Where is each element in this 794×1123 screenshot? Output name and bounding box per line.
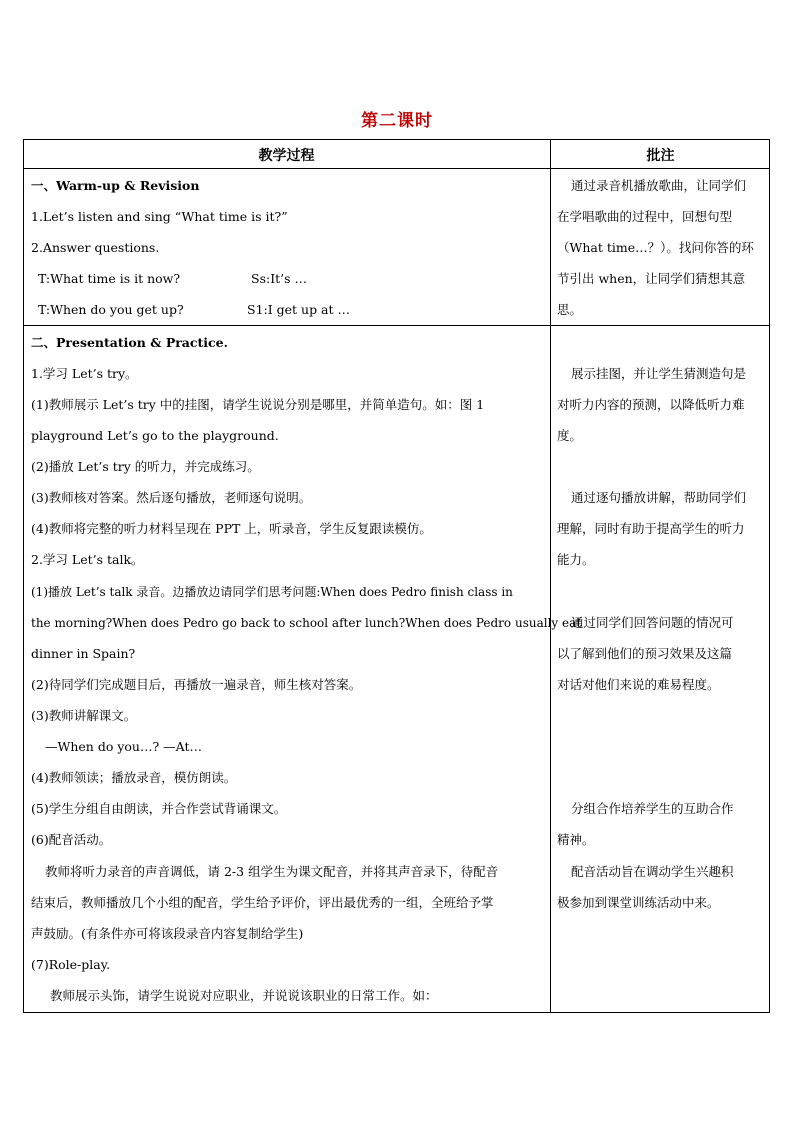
section2-line: —When do you…? —At… bbox=[45, 739, 202, 754]
note-line: 分组合作培养学生的互助合作 bbox=[571, 801, 734, 816]
section2-line: (4)教师领读；播放录音，模仿朗读。 bbox=[31, 770, 237, 785]
section2-line: (6)配音活动。 bbox=[31, 832, 112, 847]
section2-line: 声鼓励。(有条件亦可将该段录音内容复制给学生) bbox=[31, 926, 304, 941]
section2-heading: 二、Presentation & Practice. bbox=[31, 335, 228, 350]
note-line: 思。 bbox=[557, 302, 583, 317]
note-line: 展示挂图，并让学生猜测造句是 bbox=[571, 366, 747, 381]
note-line: 理解，同时有助于提高学生的听力 bbox=[557, 521, 745, 536]
section2-line: the morning?When does Pedro go back to school after lunch?When does Pedro usually eat bbox=[31, 616, 582, 630]
header-notes: 批注 bbox=[646, 148, 675, 164]
page-title: 第二课时 bbox=[361, 111, 433, 131]
column-divider bbox=[550, 139, 551, 1013]
note-line: 度。 bbox=[557, 428, 583, 443]
section2-line: (3)教师核对答案。然后逐句播放，老师逐句说明。 bbox=[31, 490, 312, 505]
note-line: 配音活动旨在调动学生兴趣积 bbox=[571, 864, 734, 879]
section1-line: 1.Let’s listen and sing “What time is it?” bbox=[31, 209, 288, 224]
note-line: 极参加到课堂训练活动中来。 bbox=[557, 895, 720, 910]
note-line: 对话对他们来说的难易程度。 bbox=[557, 677, 720, 692]
note-line: 以了解到他们的预习效果及这篇 bbox=[557, 646, 733, 661]
section2-line: playground Let’s go to the playground. bbox=[31, 428, 279, 443]
section2-line: 教师展示头饰，请学生说说对应职业，并说说该职业的日常工作。如： bbox=[50, 988, 438, 1003]
section2-line: (3)教师讲解课文。 bbox=[31, 708, 137, 723]
section2-line: (4)教师将完整的听力材料呈现在 PPT 上，听录音，学生反复跟读模仿。 bbox=[31, 521, 432, 536]
section1-line: 2.Answer questions. bbox=[31, 240, 160, 255]
note-line: 在学唱歌曲的过程中，回想句型 bbox=[557, 209, 733, 224]
note-line: 能力。 bbox=[557, 552, 595, 567]
note-line: （What time…？）。找问你答的环 bbox=[557, 240, 754, 255]
section-divider bbox=[23, 325, 770, 326]
section2-line: 结束后，教师播放几个小组的配音，学生给予评价，评出最优秀的一组，全班给予掌 bbox=[31, 895, 494, 910]
note-line: 通过录音机播放歌曲，让同学们 bbox=[571, 178, 747, 193]
section2-line: 教师将听力录音的声音调低，请 2-3 组学生为课文配音，并将其声音录下，待配音 bbox=[45, 864, 499, 879]
note-line: 精神。 bbox=[557, 832, 595, 847]
section2-line: dinner in Spain? bbox=[31, 646, 136, 661]
section1-line: Ss:It’s … bbox=[251, 271, 308, 286]
section1-heading: 一、Warm-up & Revision bbox=[31, 178, 200, 193]
section1-line: S1:I get up at … bbox=[247, 302, 351, 317]
note-line: 通过同学们回答问题的情况可 bbox=[571, 615, 734, 630]
note-line: 对听力内容的预测，以降低听力难 bbox=[557, 397, 745, 412]
section2-line: 2.学习 Let’s talk。 bbox=[31, 552, 144, 567]
section2-line: (7)Role-play. bbox=[31, 957, 111, 972]
note-line: 通过逐句播放讲解，帮助同学们 bbox=[571, 490, 747, 505]
section1-line: T:What time is it now? bbox=[38, 271, 181, 286]
section2-line: 1.学习 Let’s try。 bbox=[31, 366, 138, 381]
header-divider bbox=[23, 168, 770, 169]
header-process: 教学过程 bbox=[258, 148, 315, 164]
section2-line: (1)播放 Let’s talk 录音。边播放边请同学们思考问题:When does Pedro finish class in bbox=[31, 585, 513, 599]
section2-line: (1)教师展示 Let’s try 中的挂图，请学生说说分别是哪里，并简单造句。如：图 1 bbox=[31, 397, 485, 412]
note-line: 节引出 when，让同学们猜想其意 bbox=[557, 271, 746, 286]
section2-line: (2)播放 Let’s try 的听力，并完成练习。 bbox=[31, 459, 260, 474]
section2-line: (2)待同学们完成题目后，再播放一遍录音，师生核对答案。 bbox=[31, 677, 362, 692]
section2-line: (5)学生分组自由朗读，并合作尝试背诵课文。 bbox=[31, 801, 287, 816]
section1-line: T:When do you get up? bbox=[38, 302, 184, 317]
